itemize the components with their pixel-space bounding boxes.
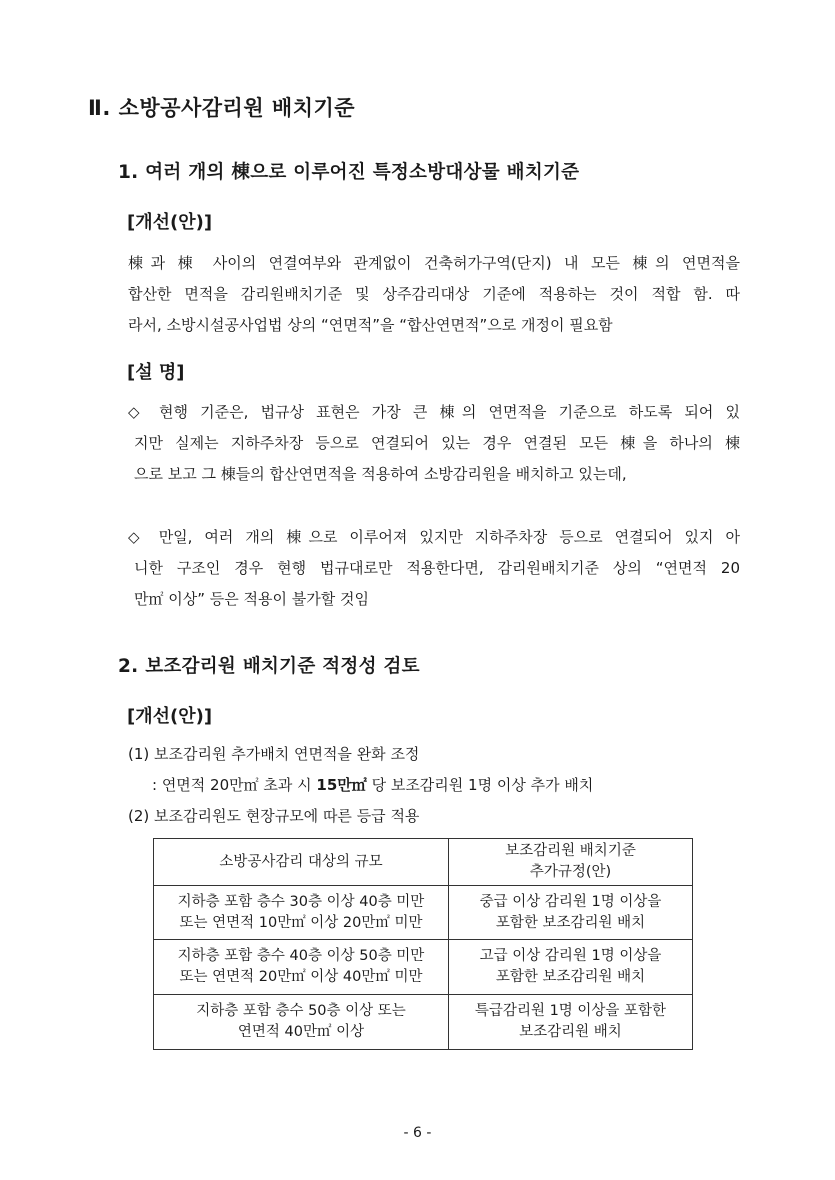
subsection-2-title: 2. 보조감리원 배치기준 적정성 검토 (118, 656, 420, 677)
header-line: 추가규정(안) (529, 864, 612, 880)
table-cell-criteria (449, 886, 693, 940)
text-line: ◇ 만일, 여러 개의 棟으로 이루어져 있지만 지하주차장 등으로 연결되어 있지 아 (128, 528, 740, 546)
cell-line: 중급 이상 감리원 1명 이상을 (479, 893, 662, 910)
text-line: ◇ 현행 기준은, 법규상 표현은 가장 큰 棟의 연면적을 기준으로 하도록 되어 있 (128, 403, 740, 421)
table-row (154, 940, 693, 995)
detail-text: 당 보조감리원 1명 이상 추가 배치 (366, 776, 594, 794)
table-cell-scale (154, 886, 449, 940)
criteria-table (153, 838, 693, 1050)
list-item-1-detail (152, 770, 593, 801)
table-cell-scale (154, 940, 449, 995)
explain-bullet-1 (128, 397, 740, 490)
header-line: 보조감리원 배치기준 (505, 843, 636, 859)
explain-heading: [설 명] (127, 362, 185, 383)
text-line: 으로 보고 그 棟들의 합산연면적을 적용하여 소방감리원을 배치하고 있는데, (134, 465, 627, 483)
detail-text: : 연면적 20만㎡ 초과 시 (152, 776, 317, 794)
table-row (154, 886, 693, 940)
text-line: 니한 구조인 경우 현행 법규대로만 적용한다면, 감리원배치기준 상의 “연면적 20 (134, 559, 740, 577)
cell-line: 특급감리원 1명 이상을 포함한 (474, 1003, 667, 1019)
table-row (154, 995, 693, 1050)
text-line: 만㎡ 이상” 등은 적용이 불가할 것임 (134, 590, 369, 608)
list-item-2: (2) 보조감리원도 현장규모에 따른 등급 적용 (128, 807, 420, 825)
table-cell-scale (154, 995, 449, 1050)
table-cell-criteria (449, 995, 693, 1050)
header-criteria (449, 839, 693, 886)
section-title: Ⅱ. 소방공사감리원 배치기준 (88, 96, 356, 120)
proposal-heading-1: [개선(안)] (127, 212, 213, 233)
table-cell-criteria (449, 940, 693, 995)
page-number: - 6 - (403, 1125, 432, 1141)
text-line: 합산한 면적을 감리원배치기준 및 상주감리대상 기준에 적용하는 것이 적합 함. 따 (128, 285, 740, 303)
subsection-1-title: 1. 여러 개의 棟으로 이루어진 특정소방대상물 배치기준 (118, 162, 580, 183)
cell-line: 지하층 포함 층수 30층 이상 40층 미만 (177, 893, 425, 910)
cell-line: 지하층 포함 층수 50층 이상 또는 (196, 1003, 406, 1019)
detail-emphasis: 15만㎡ (316, 776, 367, 794)
header-scale: 소방공사감리 대상의 규모 (154, 839, 449, 886)
proposal-heading-2: [개선(안)] (127, 706, 213, 727)
explain-bullet-2 (128, 522, 740, 615)
text-line: 棟과 棟 사이의 연결여부와 관계없이 건축허가구역(단지) 내 모든 棟의 연면적을 (128, 254, 740, 272)
proposal-paragraph-1 (128, 248, 740, 341)
text-line: 지만 실제는 지하주차장 등으로 연결되어 있는 경우 연결된 모든 棟을 하나의 棟 (134, 434, 740, 452)
cell-line: 보조감리원 배치 (519, 1024, 622, 1040)
cell-line: 연면적 40만㎡ 이상 (237, 1024, 365, 1040)
cell-line: 포함한 보조감리원 배치 (495, 969, 646, 985)
cell-line: 고급 이상 감리원 1명 이상을 (479, 948, 662, 964)
cell-line: 포함한 보조감리원 배치 (495, 914, 646, 931)
cell-line: 지하층 포함 층수 40층 이상 50층 미만 (177, 948, 425, 964)
text-line: 라서, 소방시설공사업법 상의 “연면적”을 “합산연면적”으로 개정이 필요함 (128, 316, 613, 334)
table-header-row (154, 839, 693, 886)
list-item-1: (1) 보조감리원 추가배치 연면적을 완화 조정 (128, 745, 420, 763)
cell-line: 또는 연면적 20만㎡ 이상 40만㎡ 미만 (179, 969, 423, 985)
cell-line: 또는 연면적 10만㎡ 이상 20만㎡ 미만 (179, 914, 423, 931)
